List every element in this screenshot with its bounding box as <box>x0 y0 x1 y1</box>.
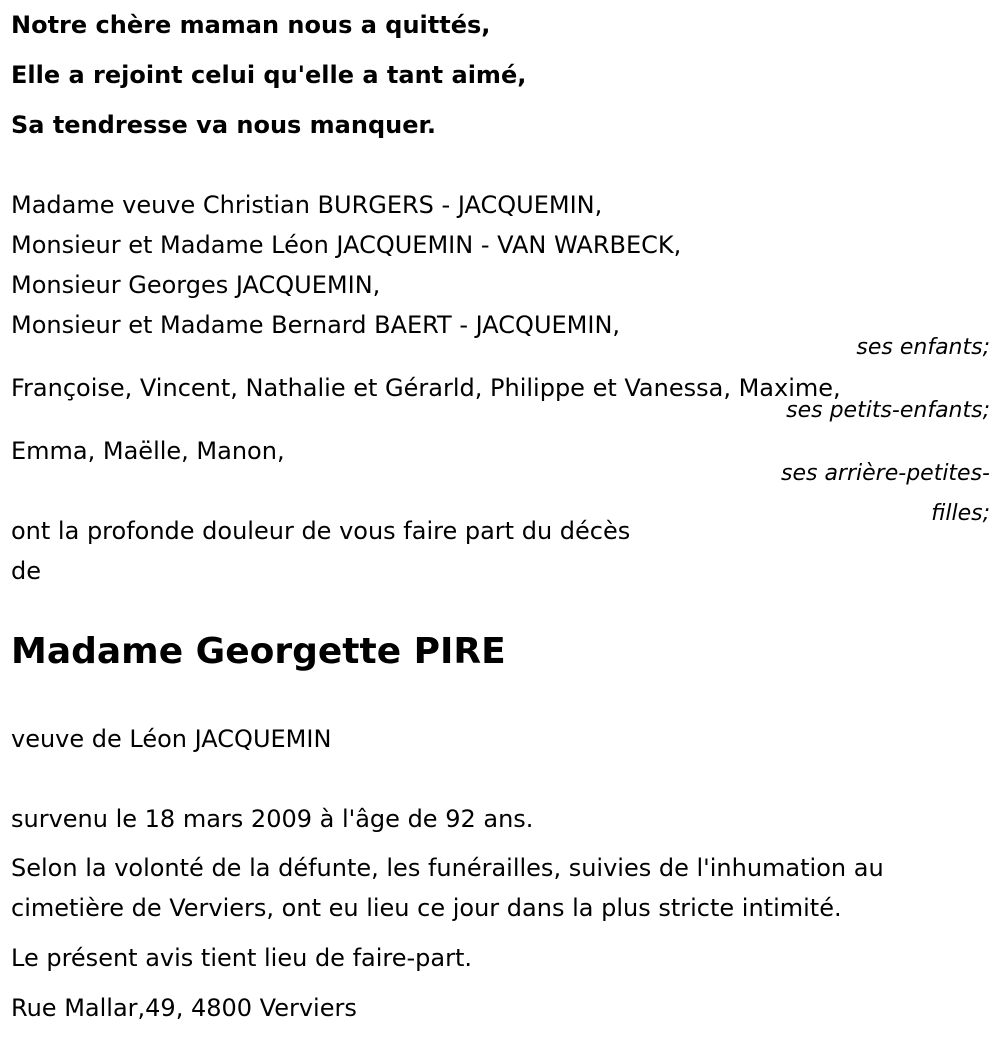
funeral-line-1: Selon la volonté de la défunte, les funérailles, suivies de l'inhumation au <box>11 854 884 882</box>
grandchildren-label: ses petits-enfants; <box>786 398 990 423</box>
child-line-2: Monsieur et Madame Léon JACQUEMIN - VAN WARBECK, <box>11 231 682 259</box>
funeral-line-2: cimetière de Verviers, ont eu lieu ce jour dans la plus stricte intimité. <box>11 894 842 922</box>
address: Rue Mallar,49, 4800 Verviers <box>11 994 357 1022</box>
announcement-line-1: ont la profonde douleur de vous faire part du décès <box>11 517 631 545</box>
children-label: ses enfants; <box>856 335 990 360</box>
great-grandchildren-line: Emma, Maëlle, Manon, <box>11 437 285 465</box>
notice: Le présent avis tient lieu de faire-part. <box>11 944 473 972</box>
child-line-1: Madame veuve Christian BURGERS - JACQUEMIN, <box>11 191 603 219</box>
child-line-4: Monsieur et Madame Bernard BAERT - JACQUEMIN, <box>11 311 621 339</box>
grandchildren-line: Françoise, Vincent, Nathalie et Gérarld, Philippe et Vanessa, Maxime, <box>11 374 841 402</box>
child-line-3: Monsieur Georges JACQUEMIN, <box>11 271 381 299</box>
deceased-name: Madame Georgette PIRE <box>11 631 506 672</box>
great-grandchildren-label-2: filles; <box>931 501 990 526</box>
widow-of: veuve de Léon JACQUEMIN <box>11 725 332 753</box>
announcement-line-2: de <box>11 557 41 585</box>
poem-line-2: Elle a rejoint celui qu'elle a tant aimé, <box>11 61 527 89</box>
poem-line-3: Sa tendresse va nous manquer. <box>11 111 437 139</box>
great-grandchildren-label-1: ses arrière-petites- <box>781 461 990 486</box>
poem-line-1: Notre chère maman nous a quittés, <box>11 11 491 39</box>
death-info: survenu le 18 mars 2009 à l'âge de 92 ans. <box>11 805 534 833</box>
